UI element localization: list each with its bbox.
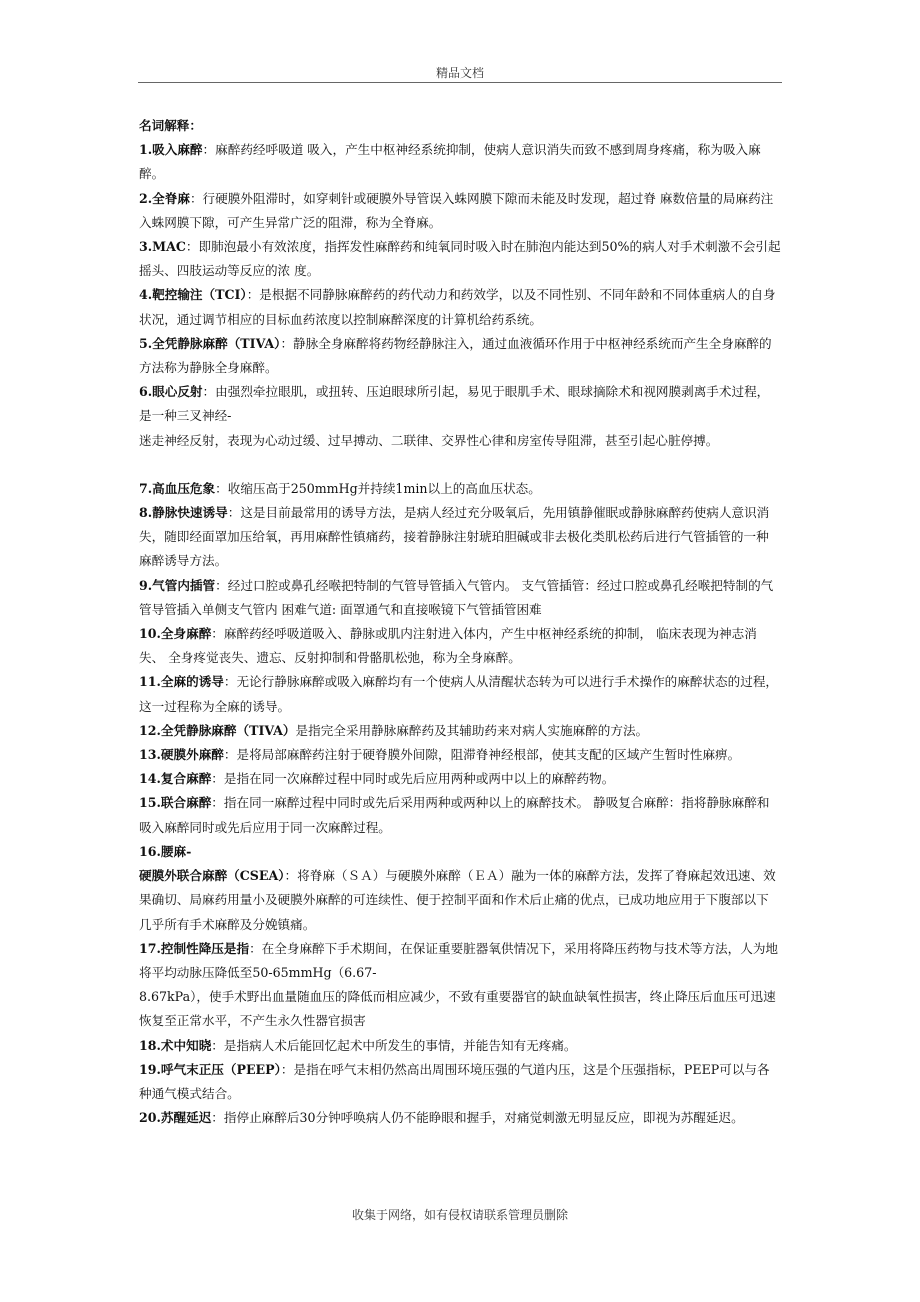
entry-sep: ： <box>280 335 294 351</box>
entry-17-continued <box>139 985 781 1033</box>
entry-term: 5.全凭静脉麻醉（TIVA） <box>139 335 281 351</box>
entry-sep: ： <box>223 747 237 763</box>
entry-definition: 8.67kPa），使手术野出血量随血压的降低而相应减少，不致有重要器官的缺血缺氧性损害，终止降压后血压可迅速恢复至正常水平，不产生永久性器官损害 <box>139 989 776 1029</box>
entry-16-continued <box>139 864 781 937</box>
entry-11 <box>139 670 781 718</box>
entry-term: 20.苏醒延迟 <box>139 1110 212 1126</box>
entry-term: 6.眼心反射 <box>139 384 203 400</box>
entry-10 <box>139 622 781 670</box>
entry-term: 1.吸入麻醉 <box>139 142 203 158</box>
entry-4 <box>139 283 781 331</box>
entry-term: 3.MAC <box>139 239 186 255</box>
entry-definition: 经过口腔或鼻孔经喉把特制的气管导管插入气管内。 支气管插管：经过口腔或鼻孔经喉把特制的气管导管插入单侧支气管内 困难气道: 面罩通气和直接喉镜下气管插管困难 <box>139 577 774 617</box>
entry-sep: ： <box>211 1037 224 1053</box>
entry-sep: ： <box>185 239 199 255</box>
entry-sep: ： <box>202 384 216 400</box>
document-body <box>139 114 781 1130</box>
entry-definition: 是指在同一次麻醉过程中同时或先后应用两种或两中以上的麻醉药物。 <box>223 771 615 787</box>
entry-definition: 麻醉药经呼吸道 吸入，产生中枢神经系统抑制，使病人意识消失而致不感到周身疼痛，称为吸入麻醉。 <box>139 142 761 182</box>
entry-1 <box>139 138 781 186</box>
entry-18 <box>139 1034 781 1058</box>
entry-15 <box>139 791 781 839</box>
entry-term: 17.控制性降压是指 <box>139 940 250 956</box>
entry-definition: 指停止麻醉后30分钟呼唤病人仍不能睁眼和握手，对痛觉刺激无明显反应，即视为苏醒延迟。 <box>223 1110 744 1126</box>
entry-term: 7.高血压危象 <box>139 480 216 496</box>
entry-14 <box>139 767 781 791</box>
entry-term: 12.全凭静脉麻醉（TIVA） <box>139 722 296 738</box>
entry-sep: ： <box>215 577 228 593</box>
entry-definition: 无论行静脉麻醉或吸入麻醉均有一个使病人从清醒状态转为可以进行手术操作的麻醉状态的过程，这一过程称为全麻的诱导。 <box>139 674 779 714</box>
entry-definition: 指在同一麻醉过程中同时或先后采用两种或两种以上的麻醉技术。 静吸复合麻醉：指将静脉麻醉和吸入麻醉同时或先后应用于同一次麻醉过程。 <box>139 795 770 835</box>
entry-sep: ： <box>211 771 224 787</box>
entry-definition: 静脉全身麻醉将药物经静脉注入，通过血液循环作用于中枢神经系统而产生全身麻醉的方法称为静脉全身麻醉。 <box>139 335 772 376</box>
entry-sep: ： <box>211 1110 224 1126</box>
entry-definition: 将脊麻（ＳＡ）与硬膜外麻醉（ＥＡ）融为一体的麻醉方法，发挥了脊麻起效迅速、效果确切、局麻药用量小及硬膜外麻醉的可连续性、便于控制平面和作术后止痛的优点，已成功地应用于下腹部以下几乎所有手术麻醉及分娩镇痛。 <box>139 868 776 932</box>
entry-definition: 即肺泡最小有效浓度，指挥发性麻醉药和纯氧同时吸入时在肺泡内能达到50%的病人对手术刺激不会引起摇头、四肢运动等反应的浓 度。 <box>139 239 781 279</box>
entry-17 <box>139 937 781 985</box>
entry-term: 硬膜外联合麻醉（CSEA） <box>139 868 285 884</box>
entry-term: 15.联合麻醉 <box>139 795 212 811</box>
entry-sep: ： <box>211 795 224 811</box>
entry-definition: 迷走神经反射，表现为心动过缓、过早搏动、二联律、交界性心律和房室传导阻滞，甚至引起心脏停搏。 <box>139 432 719 448</box>
entry-term: 18.术中知晓 <box>139 1037 212 1053</box>
entry-sep: ： <box>280 1061 294 1077</box>
entry-sep: ： <box>227 505 241 521</box>
entry-3 <box>139 235 781 283</box>
entry-2 <box>139 187 781 235</box>
entry-definition: 是指完全采用静脉麻醉药及其辅助药来对病人实施麻醉的方法。 <box>295 722 649 738</box>
entry-definition: 麻醉药经呼吸道吸入、静脉或肌内注射进入体内，产生中枢神经系统的抑制， 临床表现为神志消失、 全身疼觉丧失、遗忘、反射抑制和骨骼肌松弛，称为全身麻醉。 <box>139 626 757 666</box>
entry-6-continued <box>139 429 781 453</box>
entry-20 <box>139 1106 781 1130</box>
entry-definition: 行硬膜外阻滞时，如穿刺针或硬膜外导管误入蛛网膜下隙而未能及时发现，超过脊 麻数倍量的局麻药注入蛛网膜下隙，可产生异常广泛的阻滞，称为全脊麻。 <box>139 190 774 230</box>
entry-sep: ： <box>246 287 260 303</box>
entry-term: 19.呼气末正压（PEEP） <box>139 1061 281 1077</box>
entry-term: 14.复合麻醉 <box>139 771 212 787</box>
entry-sep: ： <box>189 190 203 206</box>
entry-8 <box>139 501 781 574</box>
entry-sep: ： <box>202 142 216 158</box>
entry-13 <box>139 743 781 767</box>
entry-9 <box>139 574 781 622</box>
section-title: 名词解释： <box>139 118 202 133</box>
entry-sep: ： <box>223 674 237 690</box>
entry-term: 13.硬膜外麻醉 <box>139 747 224 763</box>
entry-term: 2.全脊麻 <box>139 190 190 206</box>
entry-definition: 是指病人术后能回忆起术中所发生的事情，并能告知有无疼痛。 <box>223 1037 577 1053</box>
entry-6 <box>139 380 781 428</box>
entry-definition: 是根据不同静脉麻醉药的药代动力和药效学，以及不同性别、不同年龄和不同体重病人的自身状况，通过调节相应的目标血药浓度以控制麻醉深度的计算机给药系统。 <box>139 287 776 327</box>
entry-term: 9.气管内插管 <box>139 577 216 593</box>
entry-term: 16.腰麻- <box>139 843 192 859</box>
entry-term: 10.全身麻醉 <box>139 626 212 642</box>
entry-sep: ： <box>284 868 298 884</box>
entry-definition: 在全身麻醉下手术期间，在保证重要脏器氧供情况下，采用将降压药物与技术等方法，人为地将平均动脉压降低至50-65mmHg（6.67- <box>139 940 779 980</box>
entry-16 <box>139 840 781 864</box>
entry-definition: 收缩压高于250mmHg并持续1min以上的高血压状态。 <box>227 480 541 496</box>
entry-term: 4.靶控输注（TCI） <box>139 287 247 303</box>
entry-definition: 这是目前最常用的诱导方法，是病人经过充分吸氧后，先用镇静催眠或静脉麻醉药使病人意识消失，随即经面罩加压给氧，再用麻醉性镇痛药，接着静脉注射琥珀胆碱或非去极化类肌松药后进行气管插管的一种麻醉诱导方法。 <box>139 505 770 569</box>
page-footer: 收集于网络，如有侵权请联系管理员删除 <box>351 1208 568 1222</box>
entry-sep: ： <box>249 940 262 956</box>
entry-definition: 由强烈牵拉眼肌，或扭转、压迫眼球所引起，易见于眼肌手术、眼球摘除术和视网膜剥离手术过程，是一种三叉神经- <box>139 384 770 424</box>
entry-definition: 是指在呼气末相仍然高出周围环境压强的气道内压，这是个压强指标，PEEP可以与各种通气模式结合。 <box>139 1061 770 1101</box>
entry-sep: ： <box>211 626 224 642</box>
entry-definition: 是将局部麻醉药注射于硬脊膜外间隙，阻滞脊神经根部，使其支配的区域产生暂时性麻痹。 <box>236 747 741 763</box>
entry-5 <box>139 332 781 380</box>
entry-7 <box>139 477 781 501</box>
entry-term: 11.全麻的诱导 <box>139 674 224 690</box>
blank-line <box>139 453 781 477</box>
page-header: 精品文档 <box>435 66 484 80</box>
entry-term: 8.静脉快速诱导 <box>139 505 228 521</box>
entry-19 <box>139 1058 781 1106</box>
entry-sep: ： <box>215 480 228 496</box>
entry-12 <box>139 719 781 743</box>
header-divider <box>138 82 782 83</box>
